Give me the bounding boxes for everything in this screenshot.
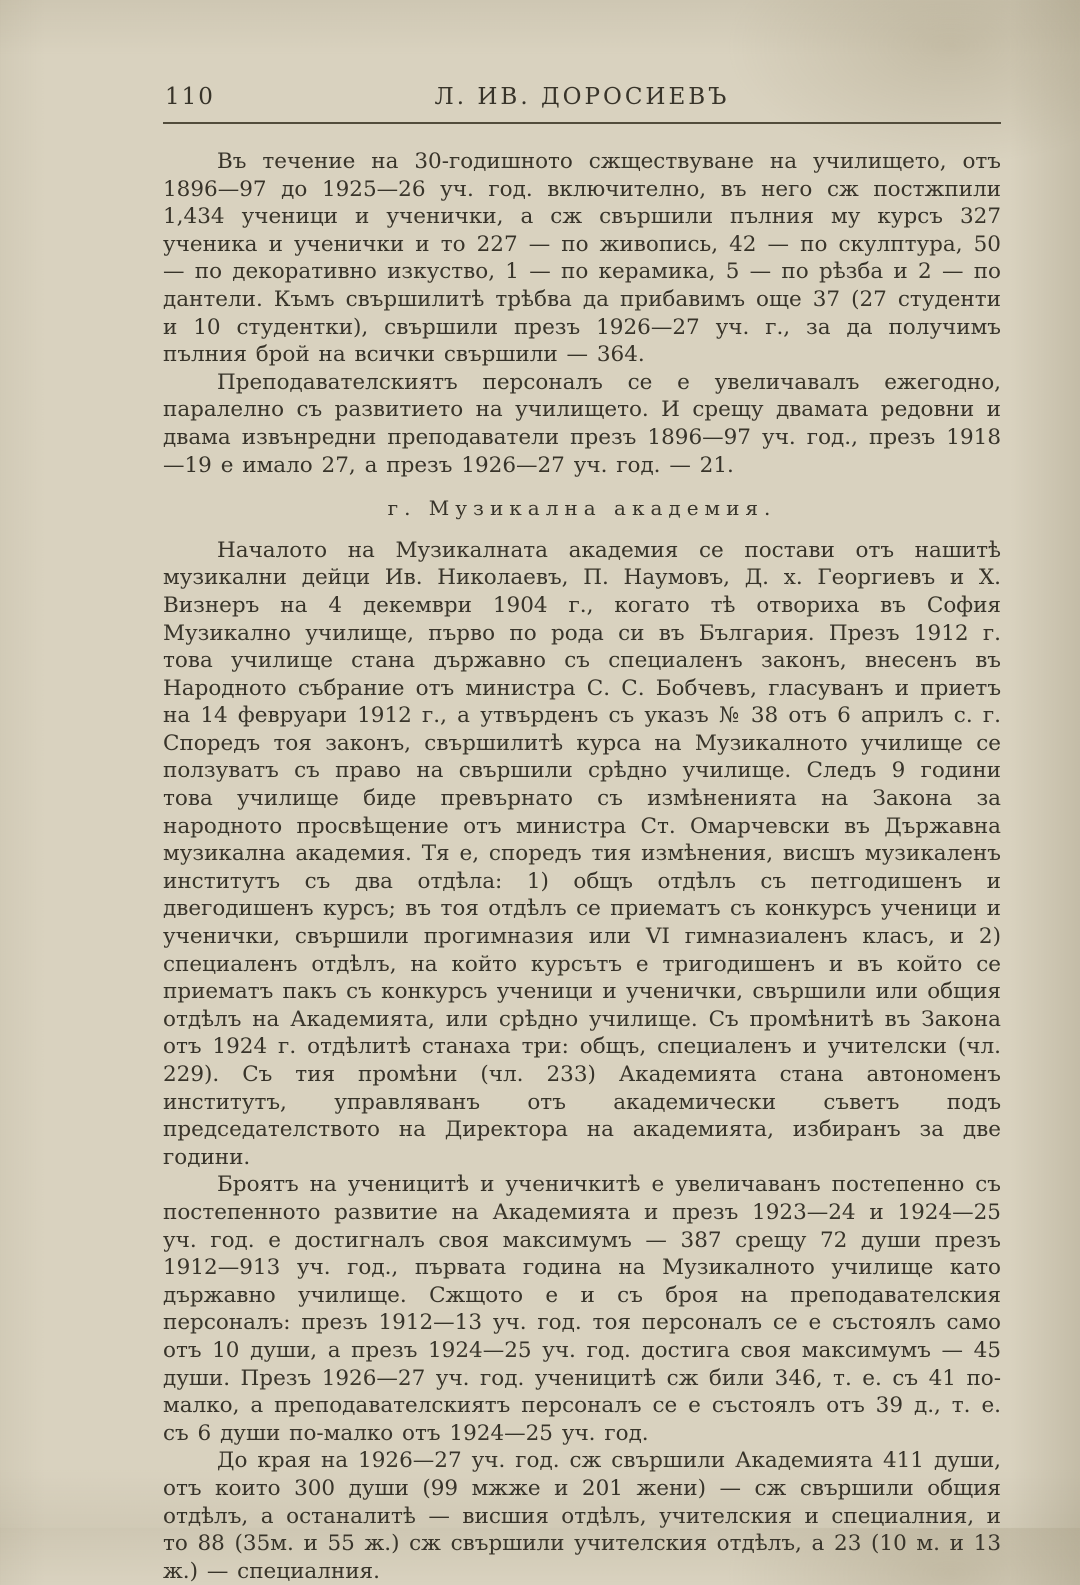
- paragraph-student-numbers: Броятъ на ученицитѣ и ученичкитѣ е увеличаванъ постепенно съ постепенното развитие на Академията и презъ 1923—24 и 1924—25 уч. год. е достигналъ своя максимумъ — 387 срещу 72 души презъ 1912—913 уч. год., първата година на Музикалното училище като държавно училище. Сжщото е и съ броя на преподавателския персоналъ: презъ 1912—13 уч. год. тоя персоналъ се е състоялъ само отъ 10 души, а презъ 1924—25 уч. год. достига своя максимумъ — 45 души. Презъ 1926—27 уч. год. ученицитѣ сж били 346, т. е. съ 41 по-малко, а преподавателскиятъ персоналъ се е състоялъ отъ 39 д., т. е. съ 6 души по-малко отъ 1924—25 уч. год.: [163, 1172, 1001, 1446]
- paragraph-attendance-stats: Въ течение на 30-годишното сжществуване на училището, отъ 1896—97 до 1925—26 уч. год. включително, въ него сж постжпили 1,434 ученици и ученички, а сж свършили пълния му курсъ 327 ученика и ученички и то 227 — по живопись, 42 — по скулптура, 50 — по декоративно изкуство, 1 — по керамика, 5 — по рѣзба и 2 — по дантели. Къмъ свършилитѣ трѣбва да прибавимъ още 37 (27 студенти и 10 студентки), свършили презъ 1926—27 уч. г., за да получимъ пълния брой на всички свършили — 364.: [163, 149, 1001, 368]
- page-body: [163, 148, 1001, 1585]
- page-number: 110: [165, 84, 215, 110]
- running-header: Л. ИВ. ДОРОСИЕВЪ: [434, 84, 730, 110]
- section-heading: г. Музикална академия.: [387, 496, 777, 521]
- paragraph-academy-history: Началото на Музикалната академия се постави отъ нашитѣ музикални дейци Ив. Николаевъ, П. Наумовъ, Д. х. Георгиевъ и Х. Визнеръ на 4 декември 1904 г., когато тѣ отвориха въ София Музикално училище, първо по рода си въ България. Презъ 1912 г. това училище стана държавно съ специаленъ законъ, внесенъ въ Народното събрание отъ министра С. С. Бобчевъ, гласуванъ и приетъ на 14 февруари 1912 г., а утвърденъ съ указъ № 38 отъ 6 априлъ с. г. Споредъ тоя законъ, свършилитѣ курса на Музикалното училище се ползуватъ съ право на свършили срѣдно училище. Следъ 9 години това училище биде превърнато съ измѣненията на Закона за народното просвѣщение отъ министра Ст. Омарчевски въ Държавна музикална академия. Тя е, споредъ тия измѣнения, висшъ музикаленъ институтъ съ два отдѣла: 1) общъ отдѣлъ съ петгодишенъ и двегодишенъ курсъ; въ тоя отдѣлъ се приематъ съ конкурсъ ученици и ученички, свършили прогимназия или VI гимназиаленъ класъ, и 2) специаленъ отдѣлъ, на който курсътъ е тригодишенъ и въ който се приематъ пакъ съ конкурсъ ученици и ученички, свършили или общия отдѣлъ на Академията, или срѣдно училище. Съ промѣнитѣ въ Закона отъ 1924 г. отдѣлитѣ станаха три: общъ, специаленъ и учителски (чл. 229). Съ тия промѣни (чл. 233) Академията стана автономенъ институтъ, управляванъ отъ академически съветъ подъ председателството на Директора на академията, избиранъ за две години.: [163, 537, 1001, 1170]
- paragraph-teaching-staff: Преподавателскиятъ персоналъ се е увеличавалъ ежегодно, паралелно съ развитието на училището. И срещу двамата редовни и двама извънредни преподаватели презъ 1896—97 уч. год., презъ 1918—19 е имало 27, а презъ 1926—27 уч. год. — 21.: [163, 369, 1001, 478]
- header-rule: [163, 122, 1001, 124]
- paragraph-graduates: До края на 1926—27 уч. год. сж свършили Академията 411 души, отъ които 300 души (99 мжже и 201 жени) — сж свършили общия отдѣлъ, а останалитѣ — висшия отдѣлъ, учителския и специалния, и то 88 (35м. и 55 ж.) сж свършили учителския отдѣлъ, а 23 (10 м. и 13 ж.) — специалния.: [163, 1448, 1001, 1584]
- page-header: [163, 84, 1001, 116]
